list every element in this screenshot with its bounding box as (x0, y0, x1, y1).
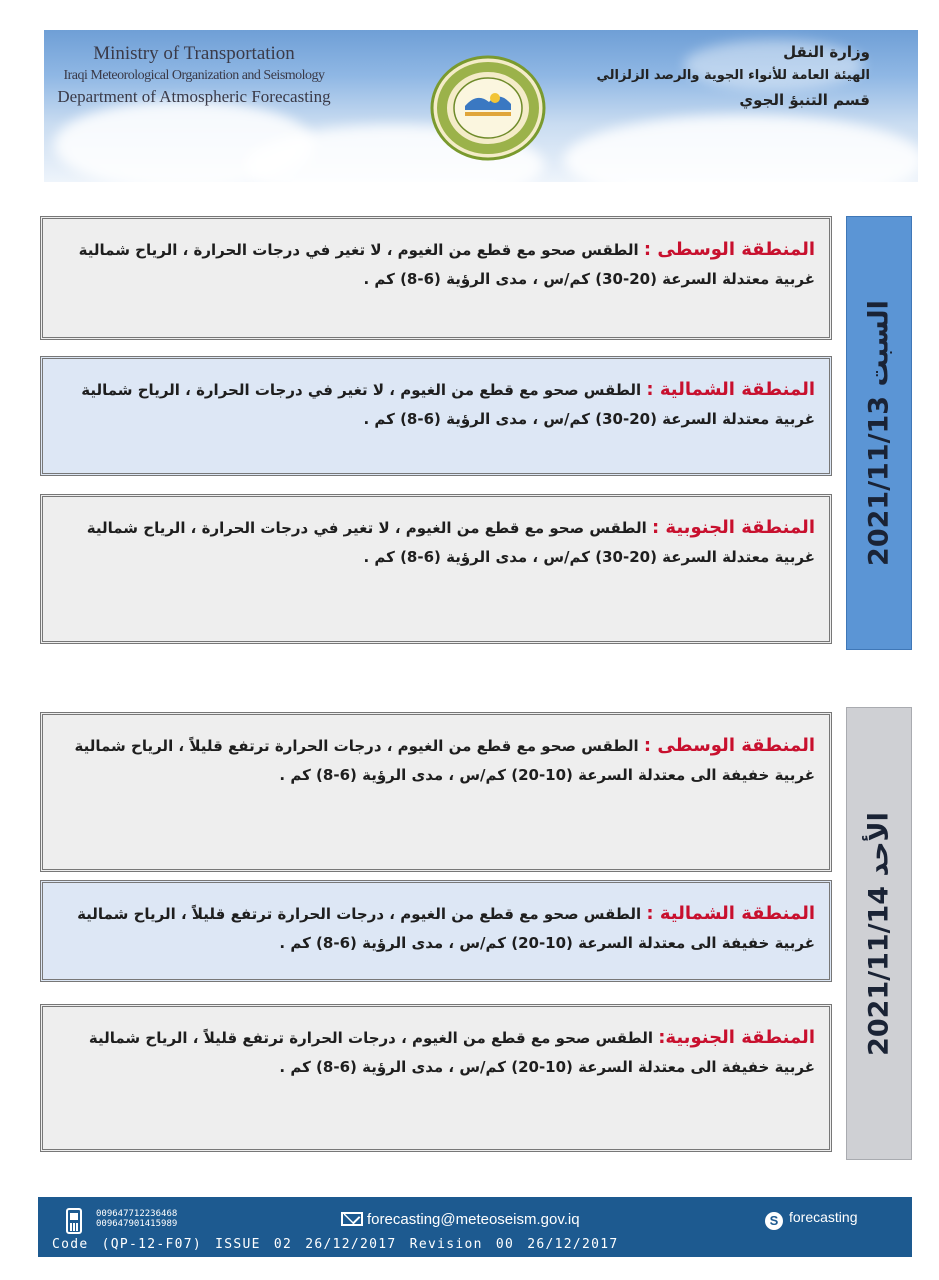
organization-logo-icon (429, 54, 547, 162)
region-name: المنطقة الجنوبية : (651, 517, 815, 538)
region-name: المنطقة الجنوبية: (658, 1027, 815, 1048)
contact-footer (38, 1197, 912, 1257)
skype-contact[interactable] (765, 1209, 857, 1230)
forecast-text: الطقس صحو مع قطع من الغيوم ، لا تغير في درجات الحرارة ، الرياح شمالية غربية معتدلة السرعة (20-30) كم/س ، مدى الرؤية (6-8) كم . (86, 519, 815, 566)
email-contact[interactable] (341, 1211, 580, 1228)
forecast-text: الطقس صحو مع قطع من الغيوم ، درجات الحرارة ترتفع قليلاً ، الرياح شمالية غربية خفيفة الى معتدلة السرعة (10-20) كم/س ، مدى الرؤية (6-8) كم . (74, 737, 815, 784)
ministry-english-title (44, 42, 344, 108)
forecast-text: الطقس صحو مع قطع من الغيوم ، لا تغير في درجات الحرارة ، الرياح شمالية غربية معتدلة السرعة (20-30) كم/س ، مدى الرؤية (6-8) كم . (81, 381, 815, 428)
phone-number: 009647712236468 (96, 1209, 178, 1219)
forecast-text: الطقس صحو مع قطع من الغيوم ، درجات الحرارة ترتفع قليلاً ، الرياح شمالية غربية خفيفة الى معتدلة السرعة (10-20) كم/س ، مدى الرؤية (6-8) كم . (88, 1029, 815, 1076)
organization-name-ar: الهيئة العامة للأنواء الجوية والرصد الزلزالي (596, 68, 870, 83)
date-bar-day1 (846, 216, 912, 650)
skype-handle: forecasting (789, 1209, 858, 1225)
phone-icon (66, 1208, 82, 1234)
date-label: السبت 2021/11/13 (863, 300, 895, 566)
department-name-ar: قسم التنبؤ الجوي (739, 91, 870, 109)
header-banner (44, 30, 918, 182)
forecast-text: الطقس صحو مع قطع من الغيوم ، لا تغير في درجات الحرارة ، الرياح شمالية غربية معتدلة السرعة (20-30) كم/س ، مدى الرؤية (6-8) كم . (78, 241, 815, 288)
date-bar-day2 (846, 707, 912, 1160)
department-name-en: Department of Atmospheric Forecasting (57, 87, 331, 106)
phone-number: 009647901415989 (96, 1219, 178, 1229)
forecast-box-central-day1 (40, 216, 832, 340)
organization-name-en: Iraqi Meteorological Organization and Seismology (63, 68, 325, 83)
document-code-line: Code (QP-12-F07) ISSUE 02 26/12/2017 Revision 00 26/12/2017 (52, 1237, 619, 1252)
date-label: الأحد 2021/11/14 (863, 811, 895, 1056)
forecast-text: الطقس صحو مع قطع من الغيوم ، درجات الحرارة ترتفع قليلاً ، الرياح شمالية غربية خفيفة الى معتدلة السرعة (10-20) كم/س ، مدى الرؤية (6-8) كم . (77, 905, 815, 952)
forecast-box-south-day1 (40, 494, 832, 644)
phone-numbers (96, 1209, 177, 1229)
forecast-box-north-day1 (40, 356, 832, 476)
envelope-icon (341, 1212, 363, 1226)
ministry-name-ar: وزارة النقل (783, 43, 870, 61)
region-name: المنطقة الوسطى : (643, 735, 815, 756)
ministry-arabic-title (596, 40, 870, 112)
skype-icon: S (765, 1212, 783, 1230)
region-name: المنطقة الشمالية : (646, 903, 815, 924)
forecast-box-north-day2 (40, 880, 832, 982)
forecast-box-south-day2 (40, 1004, 832, 1152)
email-address[interactable]: forecasting@meteoseism.gov.iq (367, 1211, 580, 1228)
forecast-box-central-day2 (40, 712, 832, 872)
region-name: المنطقة الوسطى : (643, 239, 815, 260)
ministry-name-en: Ministry of Transportation (93, 43, 295, 64)
region-name: المنطقة الشمالية : (646, 379, 815, 400)
